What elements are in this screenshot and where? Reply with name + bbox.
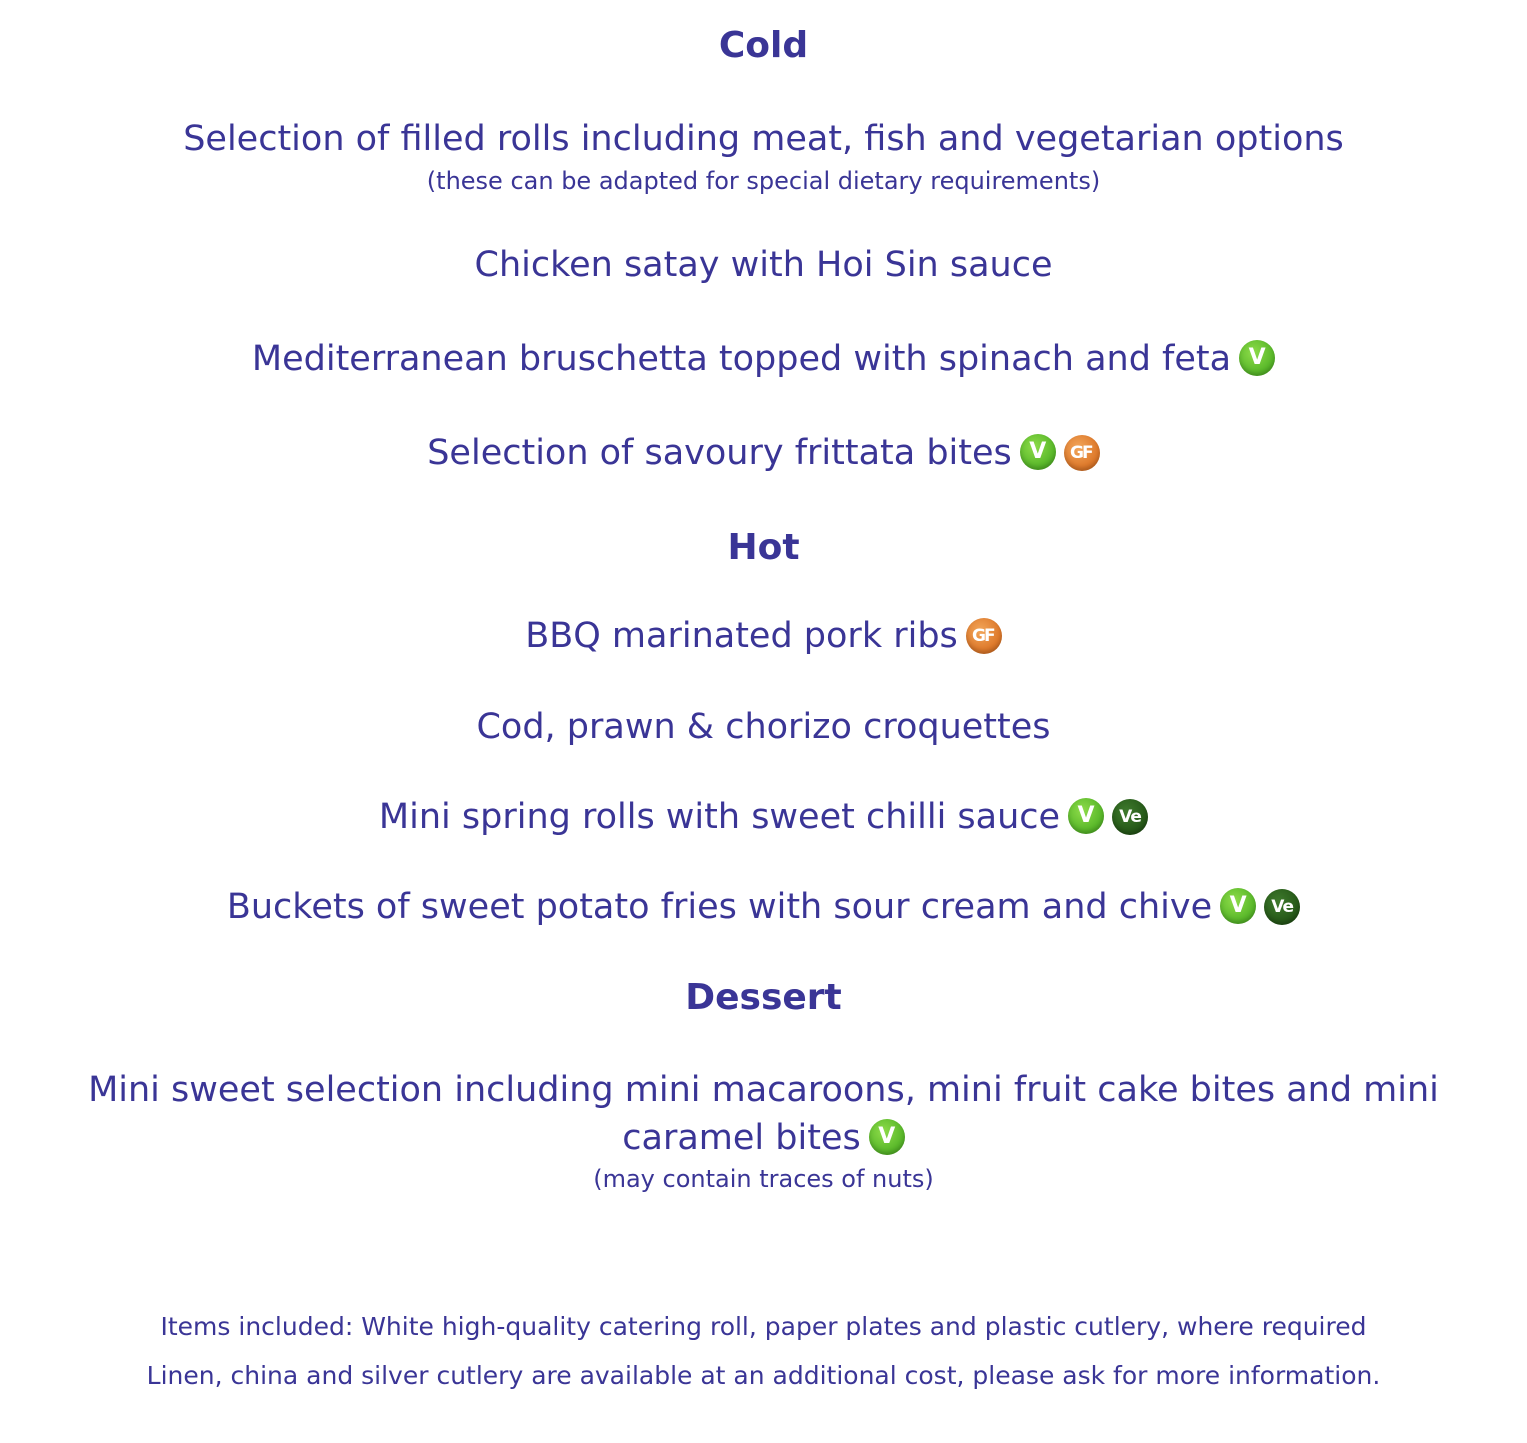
menu-item-label: Mediterranean bruschetta topped with spinach and feta: [251, 339, 1232, 379]
vegetarian-icon: V: [1239, 340, 1275, 376]
vegetarian-icon: V: [1220, 888, 1256, 924]
menu-item-label: Buckets of sweet potato fries with sour cream and chive: [226, 887, 1213, 927]
menu-item-spring-rolls: [0, 797, 1527, 837]
menu-item-label: Mini spring rolls with sweet chilli sauce: [378, 797, 1061, 837]
gluten-free-icon: GF: [966, 618, 1002, 654]
menu-item-frittata: [0, 433, 1527, 473]
vegetarian-icon: V: [869, 1119, 905, 1155]
menu-item-croquettes: Cod, prawn & chorizo croquettes: [476, 707, 1051, 747]
vegan-icon: Ve: [1264, 889, 1300, 925]
menu-item-filled-rolls: Selection of filled rolls including meat, fish and vegetarian options: [183, 119, 1344, 159]
menu-item-label: BBQ marinated pork ribs: [525, 616, 958, 656]
menu-item-bruschetta: [0, 339, 1527, 379]
section-heading-cold: Cold: [718, 25, 809, 66]
vegan-icon: Ve: [1112, 799, 1148, 835]
menu-item-sweet-selection-continued: [0, 1118, 1527, 1158]
menu-item-label: Selection of savoury frittata bites: [427, 433, 1012, 473]
menu-item-label: caramel bites: [622, 1118, 861, 1158]
menu-item-sweet-potato-fries: [0, 887, 1527, 927]
vegetarian-icon: V: [1020, 434, 1056, 470]
section-heading-hot: Hot: [727, 527, 800, 568]
section-heading-dessert: Dessert: [685, 977, 842, 1018]
menu-item-sweet-selection: Mini sweet selection including mini macaroons, mini fruit cake bites and mini: [88, 1070, 1439, 1110]
menu-item-chicken-satay: Chicken satay with Hoi Sin sauce: [474, 245, 1053, 285]
footer-additional-cost: Linen, china and silver cutlery are available at an additional cost, please ask for more information.: [146, 1361, 1381, 1390]
gluten-free-icon: GF: [1064, 435, 1100, 471]
footer-items-included: Items included: White high-quality catering roll, paper plates and plastic cutlery, where required: [160, 1312, 1367, 1341]
menu-item-note-filled-rolls: (these can be adapted for special dietary requirements): [426, 167, 1101, 195]
menu-item-note-nuts: (may contain traces of nuts): [593, 1165, 934, 1193]
menu-item-pork-ribs: [0, 616, 1527, 656]
vegetarian-icon: V: [1068, 798, 1104, 834]
